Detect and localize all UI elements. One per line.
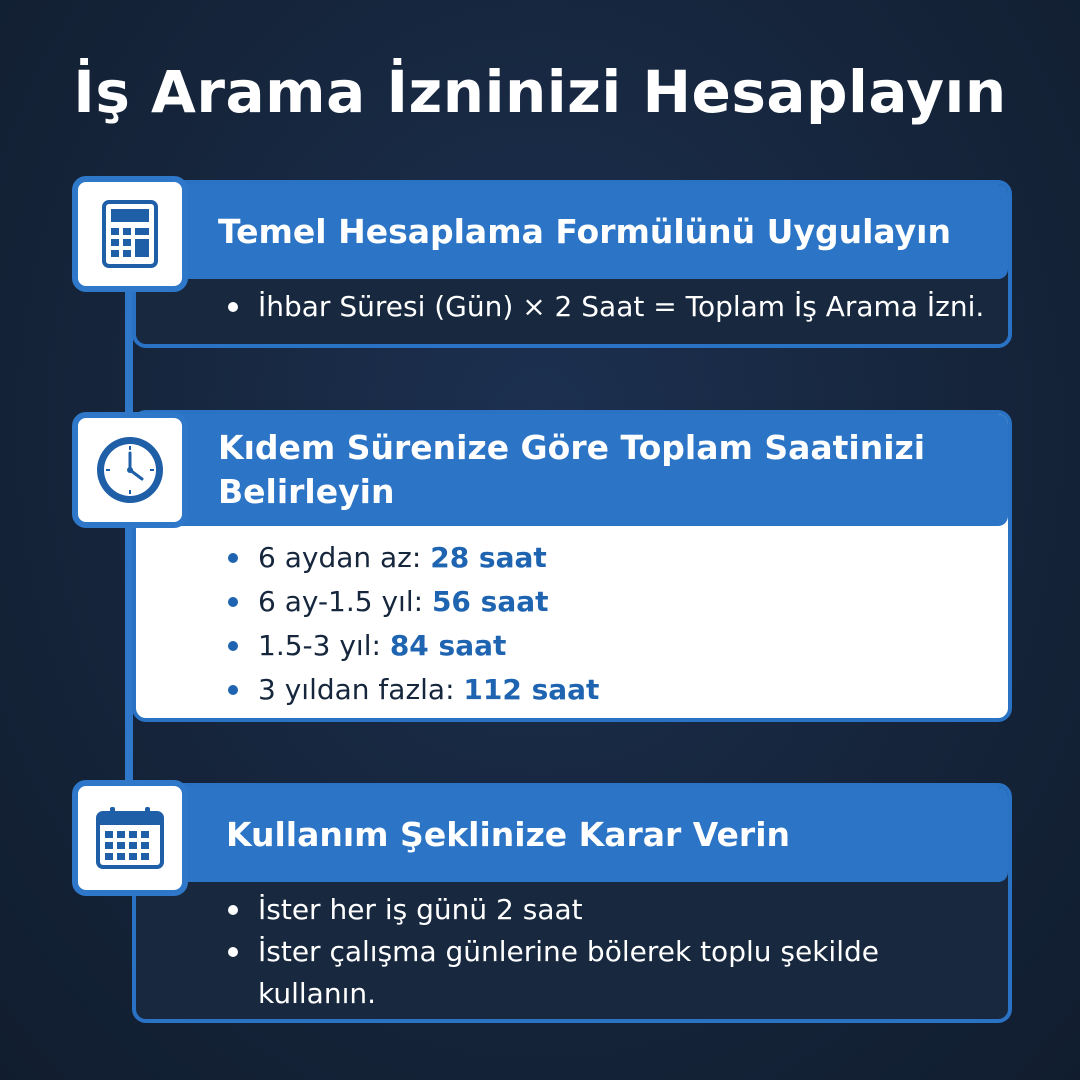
step-card-formula	[132, 180, 1012, 348]
item-value: 112 saat	[463, 673, 600, 706]
calculator-icon-box	[72, 176, 188, 292]
list-item: İhbar Süresi (Gün) × 2 Saat = Toplam İş Arama İzni.	[224, 286, 984, 328]
usage-list	[224, 889, 924, 1015]
step-title-seniority-line1: Kıdem Sürenize Göre Toplam Saatinizi	[218, 428, 926, 467]
list-item: İster çalışma günlerine bölerek toplu şekilde kullanın.	[224, 931, 924, 1015]
list-item	[224, 536, 599, 580]
list-item	[224, 580, 599, 624]
step-header-usage	[136, 787, 1008, 882]
item-value: 56 saat	[431, 585, 549, 618]
step-title-formula: Temel Hesaplama Formülünü Uygulayın	[218, 212, 951, 251]
list-item	[224, 668, 599, 712]
step-title-usage: Kullanım Şeklinize Karar Verin	[226, 815, 790, 854]
step-title-seniority-line2: Belirleyin	[218, 472, 395, 511]
item-label: 6 aydan az:	[258, 541, 431, 574]
seniority-list	[224, 536, 599, 712]
item-value: 84 saat	[389, 629, 507, 662]
step-header-seniority	[136, 414, 1008, 526]
item-label: 6 ay-1.5 yıl:	[258, 585, 432, 618]
item-label: 1.5-3 yıl:	[258, 629, 390, 662]
page-title: İş Arama İzninizi Hesaplayın	[73, 58, 1007, 126]
item-value: 28 saat	[430, 541, 547, 574]
formula-list	[224, 286, 984, 328]
item-label: 3 yıldan fazla:	[258, 673, 464, 706]
list-item	[224, 624, 599, 668]
calendar-icon-box	[72, 780, 188, 896]
calculator-icon	[100, 199, 160, 269]
clock-icon	[93, 433, 167, 507]
step-card-usage	[132, 783, 1012, 1023]
step-card-seniority	[132, 410, 1012, 722]
calendar-icon	[94, 805, 166, 871]
list-item: İster her iş günü 2 saat	[224, 889, 924, 931]
step-header-formula	[136, 184, 1008, 279]
clock-icon-box	[72, 412, 188, 528]
